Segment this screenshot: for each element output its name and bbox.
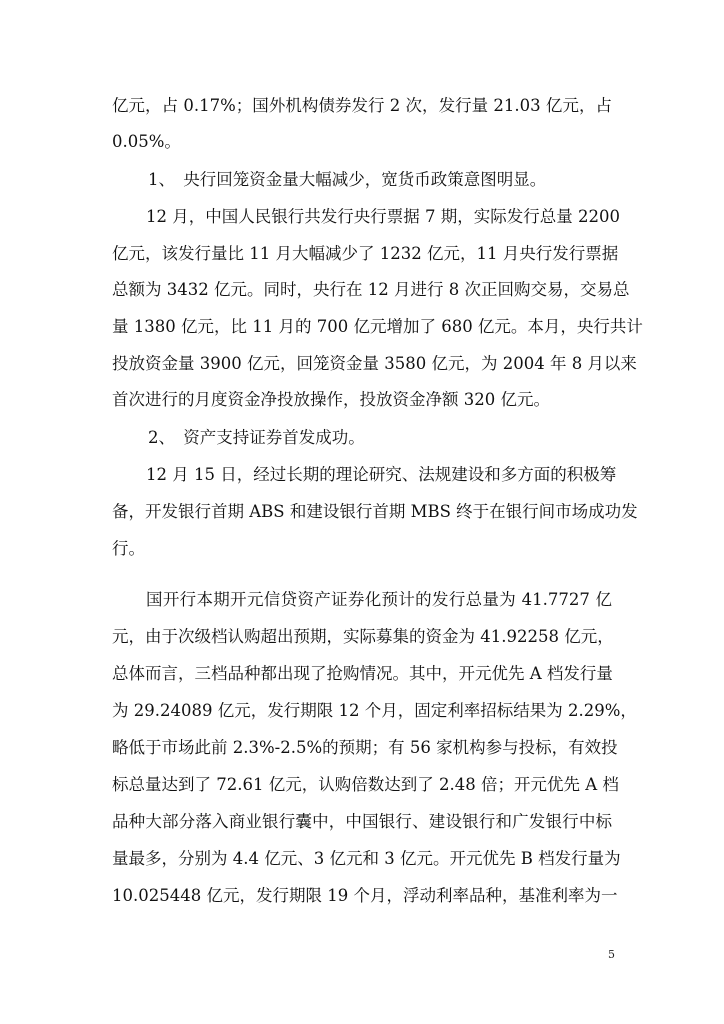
text-line: 12 月，中国人民银行共发行央行票据 7 期，实际发行总量 2200 bbox=[146, 207, 620, 226]
text-line: 略低于市场此前 2.3%-2.5%的预期；有 56 家机构参与投标，有效投 bbox=[112, 738, 618, 757]
text-line: 为 29.24089 亿元，发行期限 12 个月，固定利率招标结果为 2.29%， bbox=[112, 701, 637, 720]
text-line: 量最多，分别为 4.4 亿元、3 亿元和 3 亿元。开元优先 B 档发行量为 bbox=[112, 849, 621, 868]
text-line: 10.025448 亿元，发行期限 19 个月，浮动利率品种，基准利率为一 bbox=[112, 886, 618, 905]
text-line: 量 1380 亿元，比 11 月的 700 亿元增加了 680 亿元。本月，央行共计 bbox=[112, 317, 643, 336]
text-line: 行。 bbox=[112, 539, 145, 558]
text-line: 标总量达到了 72.61 亿元，认购倍数达到了 2.48 倍；开元优先 A 档 bbox=[112, 775, 619, 794]
text-line: 品种大部分落入商业银行囊中，中国银行、建设银行和广发银行中标 bbox=[112, 812, 612, 831]
text-line: 0.05%。 bbox=[112, 132, 181, 151]
page-number: 5 bbox=[608, 948, 615, 961]
text-line: 元，由于次级档认购超出预期，实际募集的资金为 41.92258 亿元， bbox=[112, 627, 614, 646]
section-heading-2: 2、 资产支持证券首发成功。 bbox=[148, 428, 365, 447]
text-line: 亿元，占 0.17%；国外机构债券发行 2 次，发行量 21.03 亿元，占 bbox=[112, 96, 612, 115]
text-line: 备，开发银行首期 ABS 和建设银行首期 MBS 终于在银行间市场成功发 bbox=[112, 502, 638, 521]
text-line: 投放资金量 3900 亿元，回笼资金量 3580 亿元，为 2004 年 8 月以来 bbox=[112, 354, 637, 373]
text-line: 12 月 15 日，经过长期的理论研究、法规建设和多方面的积极筹 bbox=[146, 465, 617, 484]
section-heading-1: 1、 央行回笼资金量大幅减少，宽货币政策意图明显。 bbox=[148, 170, 547, 189]
text-line: 首次进行的月度资金净投放操作，投放资金净额 320 亿元。 bbox=[112, 390, 550, 409]
text-line: 亿元，该发行量比 11 月大幅减少了 1232 亿元，11 月央行发行票据 bbox=[112, 244, 619, 263]
text-line: 总额为 3432 亿元。同时，央行在 12 月进行 8 次正回购交易，交易总 bbox=[112, 280, 630, 299]
text-line: 总体而言，三档品种都出现了抢购情况。其中，开元优先 A 档发行量 bbox=[112, 664, 613, 683]
text-line: 国开行本期开元信贷资产证券化预计的发行总量为 41.7727 亿 bbox=[146, 590, 612, 609]
